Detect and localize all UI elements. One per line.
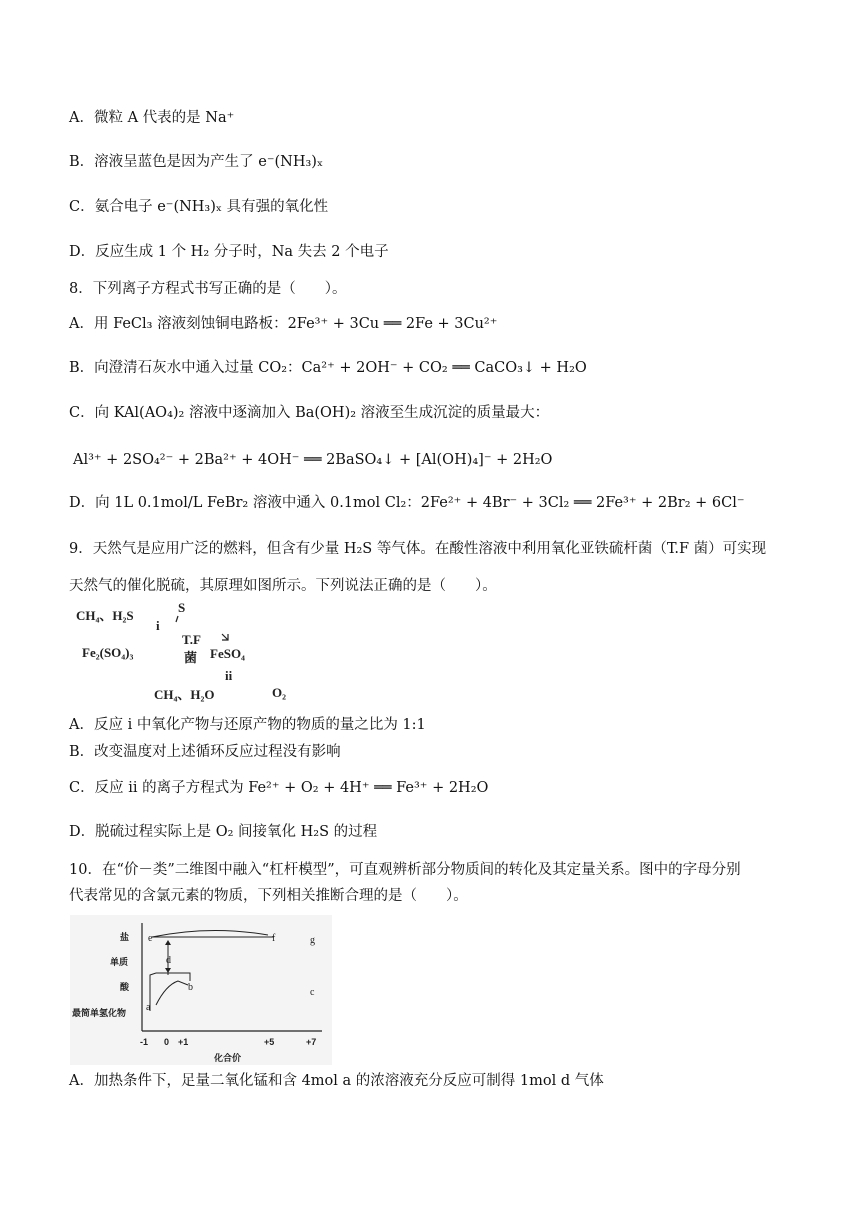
point-f: f [272,933,276,944]
label-feso4: FeSO₄ [210,646,245,661]
point-b: b [188,982,193,993]
label-o2: O₂ [272,685,287,700]
q9-figure [70,600,310,708]
x-tick-+5: +5 [264,1037,275,1047]
q10-figure [70,915,332,1065]
x-tick-+1: +1 [178,1037,189,1047]
x-tick-0: 0 [164,1037,170,1047]
q10-stem-line1: 10．在“价－类”二维图中融入“杠杆模型”，可直观辨析部分物质间的转化及其定量关系。图中的字母分别 [69,862,741,878]
y-label-hydride: 最简单氢化物 [72,1008,127,1018]
y-label-element: 单质 [110,957,129,967]
x-tick--1: -1 [140,1037,149,1047]
q7-option-b: B．溶液呈蓝色是因为产生了 e⁻(NH₃)ₓ [69,154,324,170]
q10-stem-line2: 代表常见的含氯元素的物质，下列相关推断合理的是（ ）。 [69,888,468,904]
point-a: a [146,1002,151,1013]
x-axis-title: 化合价 [214,1053,242,1063]
y-label-salt: 盐 [120,932,130,942]
q9-option-c: C．反应 ii 的离子方程式为 Fe²⁺ + O₂ + 4H⁺ ══ Fe³⁺ + 2H₂O [69,780,489,796]
point-e: e [148,933,153,944]
arrow-tick-s [176,616,178,622]
q10-option-a: A．加热条件下，足量二氧化锰和含 4mol a 的浓溶液充分反应可制得 1mol d 气体 [69,1073,604,1089]
q8-option-c: C．向 KAl(AO₄)₂ 溶液中逐滴加入 Ba(OH)₂ 溶液至生成沉淀的质量最大： [69,405,550,421]
q8-option-c-equation: Al³⁺ + 2SO₄²⁻ + 2Ba²⁺ + 4OH⁻ ══ 2BaSO₄↓ + [Al(OH)₄]⁻ + 2H₂O [73,452,553,468]
label-fe2so43: Fe₂(SO₄)₃ [82,645,134,660]
label-tf: T.F [182,632,201,647]
label-ch4-h2o: CH₄、H₂O [154,687,215,702]
y-label-acid: 酸 [120,982,130,992]
label-jun: 菌 [184,650,198,665]
q9-stem-line2: 天然气的催化脱硫，其原理如图所示。下列说法正确的是（ ）。 [69,578,497,594]
q9-option-b: B．改变温度对上述循环反应过程没有影响 [69,744,341,760]
q7-option-d: D．反应生成 1 个 H₂ 分子时，Na 失去 2 个电子 [69,244,389,260]
q9-option-a: A．反应 i 中氧化产物与还原产物的物质的量之比为 1:1 [69,717,426,733]
valence-class-diagram [70,915,332,1065]
label-ch4-h2s: CH₄、H₂S [76,608,134,623]
label-ii: ii [225,668,233,683]
point-g: g [310,935,315,946]
arrow-head-icon [222,634,228,640]
point-d: d [166,955,171,966]
q8-option-d: D．向 1L 0.1mol/L FeBr₂ 溶液中通入 0.1mol Cl₂：2Fe²⁺ + 4Br⁻ + 3Cl₂ ══ 2Fe³⁺ + 2Br₂ + 6Cl⁻ [69,495,745,511]
label-s: S [178,600,186,615]
q7-option-c: C．氨合电子 e⁻(NH₃)ₓ 具有强的氧化性 [69,199,329,215]
q8-option-b: B．向澄清石灰水中通入过量 CO₂：Ca²⁺ + 2OH⁻ + CO₂ ══ CaCO₃↓ + H₂O [69,360,587,376]
desulfurization-cycle-diagram [70,600,310,708]
point-c: c [310,987,315,998]
q9-option-d: D．脱硫过程实际上是 O₂ 间接氧化 H₂S 的过程 [69,824,378,840]
q9-stem-line1: 9．天然气是应用广泛的燃料，但含有少量 H₂S 等气体。在酸性溶液中利用氧化亚铁硫杆菌（T.F 菌）可实现 [69,541,767,557]
q7-option-a: A．微粒 A 代表的是 Na⁺ [69,110,235,126]
x-tick-+7: +7 [306,1037,317,1047]
label-i: i [156,618,160,633]
q8-option-a: A．用 FeCl₃ 溶液刻蚀铜电路板：2Fe³⁺ + 3Cu ══ 2Fe + 3Cu²⁺ [69,316,498,332]
q8-stem: 8．下列离子方程式书写正确的是（ ）。 [69,281,347,297]
